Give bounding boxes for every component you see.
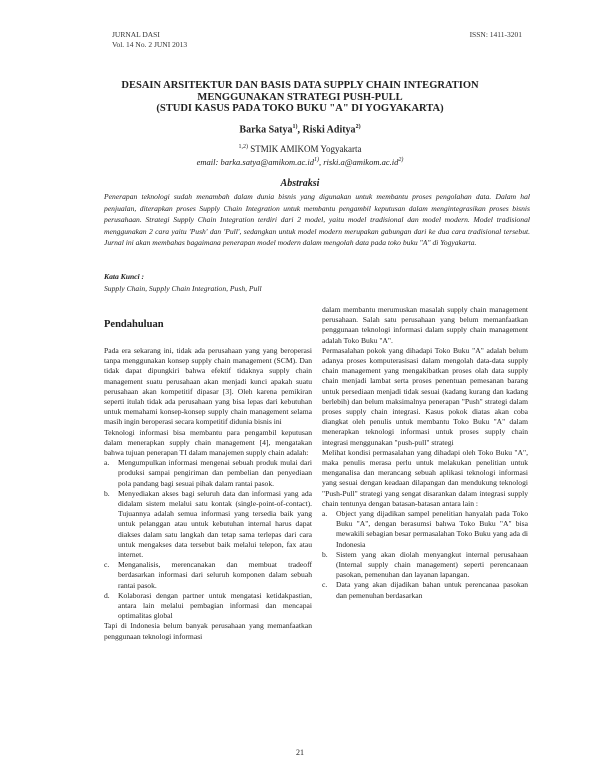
author-1: Barka Satya	[239, 124, 293, 136]
list-marker: a.	[104, 458, 110, 468]
list-item-text: Menyediakan akses bagi seluruh data dan informasi yang ada didalam sistem melalui satu kontak (single-point-of-contact). Tujuannya adalah semua informasi yang tersedia baik yang untuk pelanggan atau untuk kebutuhan internal harus dapat diakses dalam satu langkah dan tetap sama terlepas dari cara untuk mengakses data tersebut baik melalui telepon, fax atau internet.	[118, 488, 312, 560]
journal-volume: Vol. 14 No. 2 JUNI 2013	[112, 40, 188, 49]
affiliation	[60, 144, 540, 154]
list	[322, 509, 528, 601]
list-item-text: Sistem yang akan diolah menyangkut internal perusahaan (Internal supply chain management) seperti perencanaan pasokan, pemenuhan dan layanan lapangan.	[336, 549, 528, 580]
keywords-heading: Kata Kunci :	[104, 272, 145, 281]
left-column	[104, 346, 312, 642]
affil-name: STMIK AMIKOM Yogyakarta	[247, 144, 362, 154]
paragraph: Pada era sekarang ini, tidak ada perusahaan yang yang beroperasi tanpa menggunakan konsep supply chain management (SCM). Dan tidak dapat dipungkiri bahwa efektif tidaknya supply chain management suatu perusahaan akan menjadi kunci apakah suatu perusahaan akan kompetitif dipasar [3]. Oleh karena pemikiran seperti itulah tidak ada perusahaan yang bisa lepas dari kebutuhan untuk memahami konsep-konsep supply chain management selama masih ingin beroperasi secara kompetitif didunia bisnis ini	[104, 346, 312, 427]
abstract-text: Penerapan teknologi sudah menambah dalam dunia bisnis yang digunakan untuk membantu proses pengolahan data. Dalam hal penjualan, diterapkan proses Supply Chain Integration untuk membantu pengambil keputusan dalam mengintegrasikan proses bisnis perusahaan. Strategi Supply Chain Integration terdiri dari 2 model, yaitu model tradisional dan model modern. Model tradisional menggunakan 2 cara yaitu 'Push' dan 'Pull', sedangkan untuk model modern merupakan gabungan dari ke dua cara tradisional tersebut. Jurnal ini akan membahas bagaimana penerapan model modern dalam mengolah data pada toko buku "A" di Yogyakarta.	[104, 192, 530, 248]
email-sup-1: 1)	[314, 157, 319, 164]
list-item	[104, 458, 312, 489]
abstract-heading: Abstraksi	[280, 178, 320, 189]
list-item	[104, 591, 312, 622]
authors	[60, 124, 540, 135]
list-item	[104, 560, 312, 591]
paragraph: Permasalahan pokok yang dihadapi Toko Buku "A" adalah belum adanya proses komputerasisasi dalam mengolah data-data supply chain management yang mengakibatkan proses olah data supply chain menjadi lambat serta proses penentuan pemesanan barang untuk persediaan menjadi tidak sesuai (kadang kurang dan kadang berlebih) dan belum maksimalnya penerapan "Push" strategi dalam proses supply chain integrasi. Kasus pokok diatas akan coba diangkat oleh penulis untuk membantu Toko Buku "A" dalam menerapkan teknologi informasi untuk proses supply chain integrasi menggunakan "push-pull" strategi	[322, 345, 528, 447]
list-item-text: Menganalisis, merencanakan dan membuat tradeoff berdasarkan informasi dari seluruh komponen dalam sebuah rantai pasok.	[118, 560, 312, 590]
list-item	[322, 550, 528, 581]
paragraph: Tapi di Indonesia belum banyak perusahaan yang memanfaatkan penggunaan teknologi informasi	[104, 621, 312, 641]
email-1: email: barka.satya@amikom.ac.id	[196, 157, 314, 167]
author-2-sup: 2)	[355, 124, 361, 130]
list-marker: c.	[322, 580, 328, 590]
list-item	[104, 489, 312, 560]
paragraph: Teknologi informasi bisa membantu para pengambil keputusan dalam menerapkan supply chain management [4], mengatakan bahwa tujuan penerapan TI dalam manajemen supply chain adalah:	[104, 427, 312, 458]
list-item-text: Object yang dijadikan sampel penelitian hanyalah pada Toko Buku "A", dengan berasumsi bahwa Toko Buku "A" bisa mewakili sebagian besar permasalahan Toko Buku yang ada di Indonesia	[336, 509, 528, 549]
list-item	[322, 509, 528, 550]
list-item-text: Kolaborasi dengan partner untuk mengatasi ketidakpastian, antara lain melalui pembagian informasi dan mencapai optimalitas global	[118, 590, 312, 621]
journal-header	[112, 30, 187, 50]
title-line-1: DESAIN ARSITEKTUR DAN BASIS DATA SUPPLY CHAIN INTEGRATION	[121, 80, 479, 91]
list-item	[322, 580, 528, 600]
paragraph: dalam membantu merumuskan masalah supply chain management perusahaan. Salah satu perusahaan yang belum memanfaatkan penggunaan teknologi informasi dalam supply chain management adalah Toko Buku "A".	[322, 305, 528, 345]
issn: ISSN: 1411-3201	[469, 30, 522, 39]
affil-sup: 1,2)	[238, 144, 248, 150]
journal-name: JURNAL DASI	[112, 30, 160, 39]
right-column	[322, 305, 528, 601]
paragraph: Melihat kondisi permasalahan yang dihadapi oleh Toko Buku "A", maka penulis merasa perlu untuk melakukan penelitian untuk menganalisa dan merancang sebuah aplikasi teknologi informasi yang sesuai dengan keadaan dilapangan dan mendukung teknologi "Push-Pull" strategi yang sengat disarankan dalam integrasi supply chain tentunya dengan batasan-batasan antara lain :	[322, 447, 528, 508]
list-marker: d.	[104, 590, 110, 600]
list-item-text: Mengumpulkan informasi mengenai sebuah produk mulai dari produksi sampai pengiriman dan pembelian dan penyediaan pola pandang bagi sesuai pihak dalam rantai pasok.	[118, 458, 312, 488]
keywords-text: Supply Chain, Supply Chain Integration, Push, Pull	[104, 284, 262, 293]
email-line	[60, 157, 540, 167]
title-line-3: (STUDI KASUS PADA TOKO BUKU "A" DI YOGYAKARTA)	[156, 103, 444, 114]
email-2: , riski.a@amikom.ac.id	[319, 157, 399, 167]
page-number: 21	[296, 748, 304, 757]
list-marker: b.	[104, 488, 110, 498]
author-1-sup: 1)	[292, 124, 298, 130]
list-marker: c.	[104, 560, 110, 570]
email-sup-2: 2)	[398, 157, 404, 164]
list-marker: b.	[322, 549, 328, 559]
paper-title	[60, 80, 540, 115]
author-2: Riski Aditya	[302, 124, 356, 136]
list-marker: a.	[322, 509, 328, 519]
list-item-text: Data yang akan dijadikan bahan untuk perencanaa pasokan dan pemenuhan berdasarkan	[336, 580, 528, 600]
author-separator: ,	[297, 124, 303, 136]
section-heading-pendahuluan: Pendahuluan	[104, 319, 164, 330]
list	[104, 458, 312, 621]
title-line-2: MENGGUNAKAN STRATEGI PUSH-PULL	[197, 91, 403, 103]
